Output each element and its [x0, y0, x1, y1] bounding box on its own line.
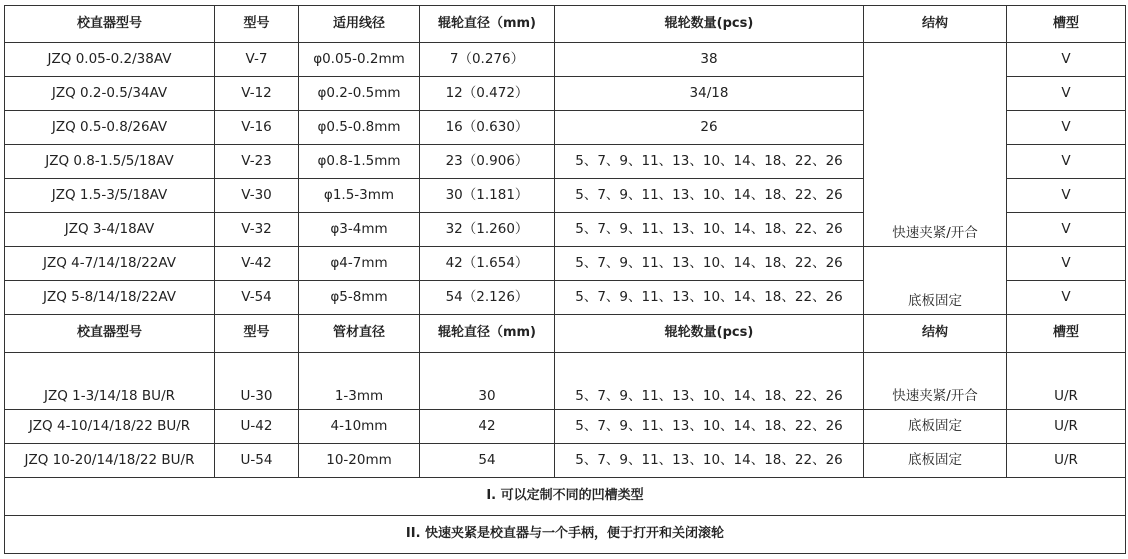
header-cell: 结构	[864, 315, 1007, 353]
diameter-cell: φ0.8-1.5mm	[299, 145, 420, 179]
header-cell: 型号	[215, 6, 299, 43]
groove-cell: U/R	[1007, 410, 1126, 444]
roller-diameter-cell: 42（1.654）	[420, 247, 555, 281]
roller-diameter-cell: 54（2.126）	[420, 281, 555, 315]
type-cell: V-7	[215, 43, 299, 77]
type-cell: V-30	[215, 179, 299, 213]
diameter-cell: φ0.05-0.2mm	[299, 43, 420, 77]
type-cell: V-54	[215, 281, 299, 315]
header-cell: 辊轮直径（mm)	[420, 6, 555, 43]
groove-cell: V	[1007, 281, 1126, 315]
roller-diameter-cell: 23（0.906）	[420, 145, 555, 179]
roller-count-cell: 5、7、9、11、13、10、14、18、22、26	[555, 213, 864, 247]
header-cell: 校直器型号	[5, 315, 215, 353]
diameter-cell: φ0.2-0.5mm	[299, 77, 420, 111]
structure-cell: 底板固定	[864, 444, 1007, 478]
model-cell: JZQ 0.2-0.5/34AV	[5, 77, 215, 111]
header-cell: 适用线径	[299, 6, 420, 43]
note-row	[5, 516, 1126, 554]
model-cell: JZQ 0.8-1.5/5/18AV	[5, 145, 215, 179]
roller-count-cell: 5、7、9、11、13、10、14、18、22、26	[555, 179, 864, 213]
roller-count-cell: 34/18	[555, 77, 864, 111]
roller-count-cell: 26	[555, 111, 864, 145]
roller-diameter-cell: 12（0.472）	[420, 77, 555, 111]
table-row	[5, 353, 1126, 410]
roller-diameter-cell: 32（1.260）	[420, 213, 555, 247]
table-row	[5, 410, 1126, 444]
type-cell: V-23	[215, 145, 299, 179]
straightener-spec-table	[4, 5, 1126, 554]
structure-cell: 底板固定	[864, 410, 1007, 444]
note-custom-groove: I. 可以定制不同的凹槽类型	[5, 478, 1126, 516]
roller-count-cell: 5、7、9、11、13、10、14、18、22、26	[555, 145, 864, 179]
note-quick-clamp: II. 快速夹紧是校直器与一个手柄，便于打开和关闭滚轮	[5, 516, 1126, 554]
header-cell: 槽型	[1007, 315, 1126, 353]
header-cell: 辊轮直径（mm)	[420, 315, 555, 353]
roller-count-cell: 5、7、9、11、13、10、14、18、22、26	[555, 247, 864, 281]
model-cell: JZQ 1.5-3/5/18AV	[5, 179, 215, 213]
diameter-cell: φ4-7mm	[299, 247, 420, 281]
type-cell: U-42	[215, 410, 299, 444]
header-cell: 辊轮数量(pcs)	[555, 6, 864, 43]
type-cell: U-30	[215, 353, 299, 410]
header-cell: 辊轮数量(pcs)	[555, 315, 864, 353]
model-cell: JZQ 10-20/14/18/22 BU/R	[5, 444, 215, 478]
roller-count-cell: 5、7、9、11、13、10、14、18、22、26	[555, 444, 864, 478]
header-row-v	[5, 6, 1126, 43]
roller-diameter-cell: 42	[420, 410, 555, 444]
diameter-cell: 1-3mm	[299, 353, 420, 410]
roller-diameter-cell: 30	[420, 353, 555, 410]
groove-cell: V	[1007, 43, 1126, 77]
model-cell: JZQ 5-8/14/18/22AV	[5, 281, 215, 315]
roller-diameter-cell: 7（0.276）	[420, 43, 555, 77]
diameter-cell: φ0.5-0.8mm	[299, 111, 420, 145]
header-cell: 管材直径	[299, 315, 420, 353]
header-cell: 型号	[215, 315, 299, 353]
table-row	[5, 247, 1126, 281]
groove-cell: U/R	[1007, 353, 1126, 410]
model-cell: JZQ 4-10/14/18/22 BU/R	[5, 410, 215, 444]
diameter-cell: 10-20mm	[299, 444, 420, 478]
roller-count-cell: 5、7、9、11、13、10、14、18、22、26	[555, 281, 864, 315]
groove-cell: V	[1007, 213, 1126, 247]
structure-cell: 快速夹紧/开合	[864, 353, 1007, 410]
diameter-cell: 4-10mm	[299, 410, 420, 444]
diameter-cell: φ1.5-3mm	[299, 179, 420, 213]
structure-cell: 快速夹紧/开合	[864, 43, 1007, 247]
model-cell: JZQ 0.05-0.2/38AV	[5, 43, 215, 77]
groove-cell: U/R	[1007, 444, 1126, 478]
roller-diameter-cell: 30（1.181）	[420, 179, 555, 213]
model-cell: JZQ 1-3/14/18 BU/R	[5, 353, 215, 410]
roller-count-cell: 5、7、9、11、13、10、14、18、22、26	[555, 410, 864, 444]
table-row	[5, 444, 1126, 478]
structure-cell: 底板固定	[864, 247, 1007, 315]
roller-count-cell: 38	[555, 43, 864, 77]
table-row	[5, 43, 1126, 77]
roller-count-cell: 5、7、9、11、13、10、14、18、22、26	[555, 353, 864, 410]
note-row	[5, 478, 1126, 516]
model-cell: JZQ 4-7/14/18/22AV	[5, 247, 215, 281]
groove-cell: V	[1007, 145, 1126, 179]
groove-cell: V	[1007, 179, 1126, 213]
model-cell: JZQ 0.5-0.8/26AV	[5, 111, 215, 145]
header-row-u	[5, 315, 1126, 353]
groove-cell: V	[1007, 247, 1126, 281]
diameter-cell: φ3-4mm	[299, 213, 420, 247]
groove-cell: V	[1007, 111, 1126, 145]
header-cell: 槽型	[1007, 6, 1126, 43]
type-cell: V-12	[215, 77, 299, 111]
type-cell: U-54	[215, 444, 299, 478]
model-cell: JZQ 3-4/18AV	[5, 213, 215, 247]
diameter-cell: φ5-8mm	[299, 281, 420, 315]
header-cell: 结构	[864, 6, 1007, 43]
header-cell: 校直器型号	[5, 6, 215, 43]
type-cell: V-32	[215, 213, 299, 247]
type-cell: V-16	[215, 111, 299, 145]
type-cell: V-42	[215, 247, 299, 281]
roller-diameter-cell: 54	[420, 444, 555, 478]
groove-cell: V	[1007, 77, 1126, 111]
roller-diameter-cell: 16（0.630）	[420, 111, 555, 145]
